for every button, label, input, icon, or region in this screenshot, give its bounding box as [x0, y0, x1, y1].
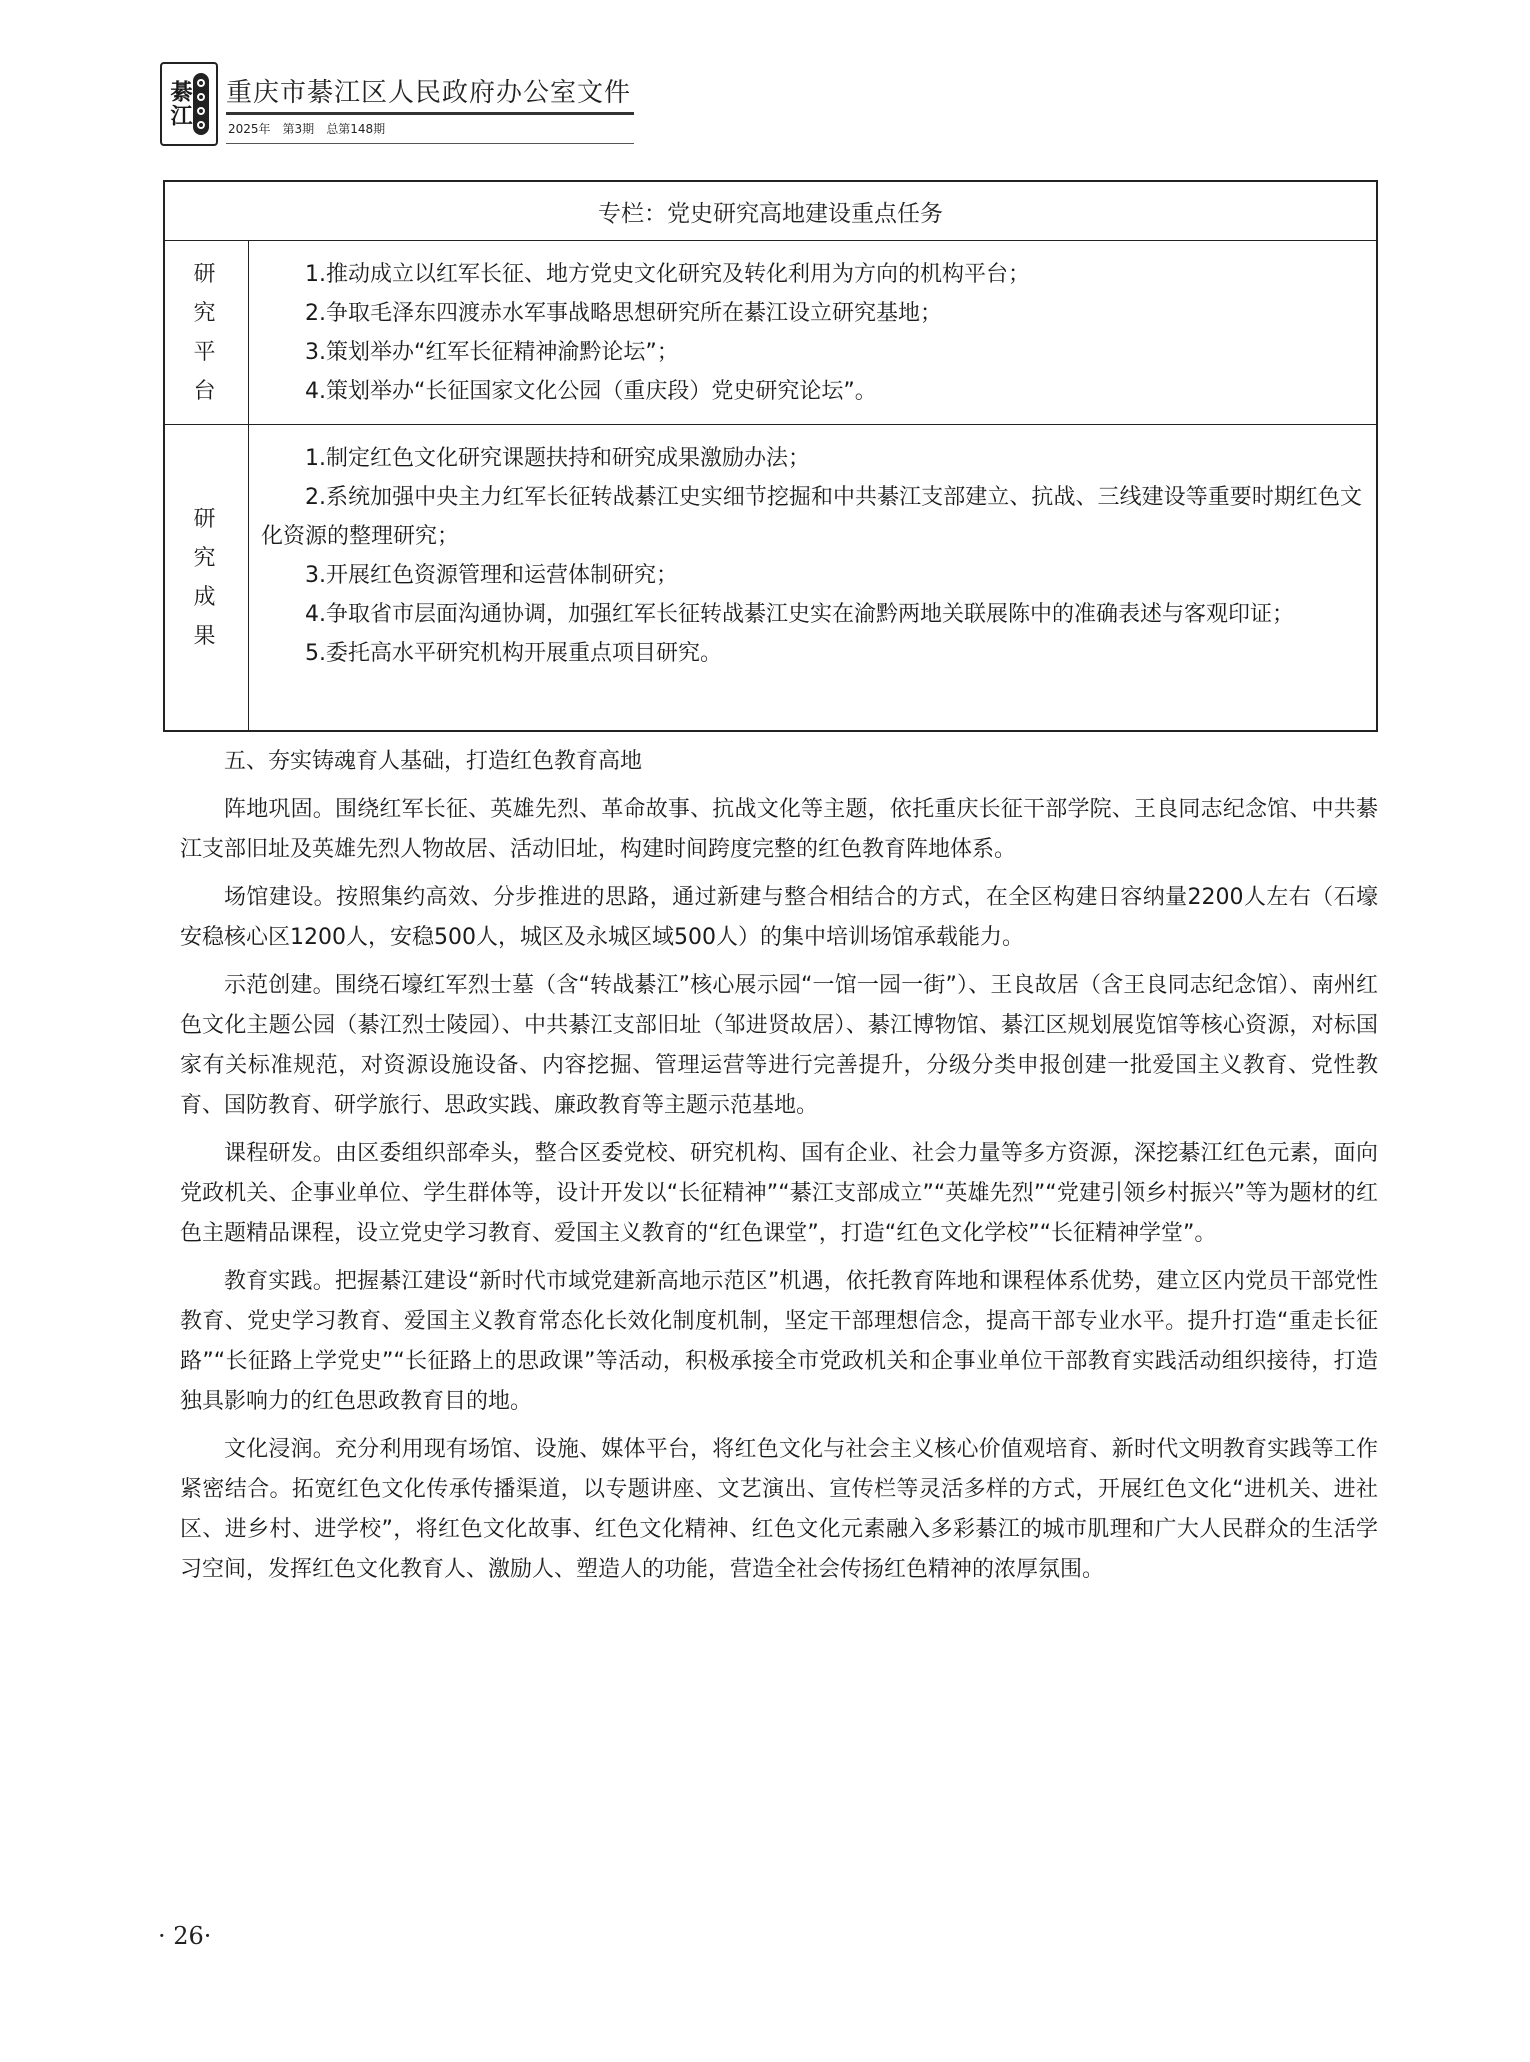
article-body [180, 742, 1378, 1598]
header-rule [226, 112, 634, 115]
paragraph: 文化浸润。充分利用现有场馆、设施、媒体平台，将红色文化与社会主义核心价值观培育、新时代文明教育实践等工作紧密结合。拓宽红色文化传承传播渠道，以专题讲座、文艺演出、宣传栏等灵活多样的方式，开展红色文化“进机关、进社区、进乡村、进学校”，将红色文化故事、红色文化精神、红色文化元素融入多彩綦江的城市肌理和广大人民群众的生活学习空间，发挥红色文化教育人、激励人、塑造人的功能，营造全社会传扬红色精神的浓厚氛围。 [180, 1437, 1378, 1582]
issue-number: 第3期 [282, 122, 315, 136]
list-item: 2.系统加强中央主力红军长征转战綦江史实细节挖掘和中共綦江支部建立、抗战、三线建设等重要时期红色文化资源的整理研究； [261, 485, 1362, 549]
box-row-research-platform [165, 241, 1376, 425]
issue-total: 总第148期 [326, 122, 386, 136]
section-heading: 五、夯实铸魂育人基础，打造红色教育高地 [224, 749, 643, 774]
box-row-research-results [165, 425, 1376, 730]
paragraph: 示范创建。围绕石壕红军烈士墓（含“转战綦江”核心展示园“一馆一园一街”）、王良故居（含王良同志纪念馆）、南州红色文化主题公园（綦江烈士陵园）、中共綦江支部旧址（邹进贤故居）、綦江博物馆、綦江区规划展览馆等核心资源，对标国家有关标准规范，对资源设施设备、内容挖掘、管理运营等进行完善提升，分级分类申报创建一批爱国主义教育、党性教育、国防教育、研学旅行、思政实践、廉政教育等主题示范基地。 [180, 973, 1378, 1118]
box-title: 专栏：党史研究高地建设重点任务 [165, 182, 1376, 241]
list-item: 4.策划举办“长征国家文化公园（重庆段）党史研究论坛”。 [305, 379, 877, 404]
row-body [261, 439, 1362, 673]
publication-title: 重庆市綦江区人民政府办公室文件 [226, 78, 632, 108]
header-rule-thin [226, 143, 634, 144]
logo-text: 綦江 [167, 80, 193, 128]
list-item: 3.开展红色资源管理和运营体制研究； [305, 563, 678, 588]
paragraph: 场馆建设。按照集约高效、分步推进的思路，通过新建与整合相结合的方式，在全区构建日容纳量2200人左右（石壕安稳核心区1200人，安稳500人，城区及永城区域500人）的集中培训场馆承载能力。 [180, 885, 1378, 950]
paragraph: 阵地巩固。围绕红军长征、英雄先烈、革命故事、抗战文化等主题，依托重庆长征干部学院、王良同志纪念馆、中共綦江支部旧址及英雄先烈人物故居、活动旧址，构建时间跨度完整的红色教育阵地体系。 [180, 797, 1378, 862]
logo-seal-icon [193, 73, 209, 135]
list-item: 1.制定红色文化研究课题扶持和研究成果激励办法； [305, 446, 810, 471]
key-tasks-box [163, 180, 1378, 732]
paragraph: 教育实践。把握綦江建设“新时代市域党建新高地示范区”机遇，依托教育阵地和课程体系优势，建立区内党员干部党性教育、党史学习教育、爱国主义教育常态化长效化制度机制，坚定干部理想信念，提高干部专业水平。提升打造“重走长征路”“长征路上学党史”“长征路上的思政课”等活动，积极承接全市党政机关和企事业单位干部教育实践活动组织接待，打造独具影响力的红色思政教育目的地。 [180, 1269, 1378, 1414]
publication-logo [160, 62, 218, 146]
row-label-text: 研究成果 [193, 506, 220, 649]
issue-year: 2025年 [228, 122, 271, 136]
list-item: 1.推动成立以红军长征、地方党史文化研究及转化利用为方向的机构平台； [305, 262, 1030, 287]
list-item: 3.策划举办“红军长征精神渝黔论坛”； [305, 340, 679, 365]
list-item: 4.争取省市层面沟通协调，加强红军长征转战綦江史实在渝黔两地关联展陈中的准确表述与客观印证； [305, 602, 1294, 627]
row-body [261, 255, 1362, 411]
issue-info [228, 120, 385, 137]
list-item: 5.委托高水平研究机构开展重点项目研究。 [305, 641, 722, 666]
row-label [165, 425, 249, 730]
page-number: · 26· [158, 1922, 212, 1950]
row-label-text: 研究平台 [193, 261, 220, 404]
paragraph: 课程研发。由区委组织部牵头，整合区委党校、研究机构、国有企业、社会力量等多方资源，深挖綦江红色元素，面向党政机关、企事业单位、学生群体等，设计开发以“长征精神”“綦江支部成立”“英雄先烈”“党建引领乡村振兴”等为题材的红色主题精品课程，设立党史学习教育、爱国主义教育的“红色课堂”，打造“红色文化学校”“长征精神学堂”。 [180, 1141, 1378, 1246]
list-item: 2.争取毛泽东四渡赤水军事战略思想研究所在綦江设立研究基地； [305, 301, 942, 326]
row-label [165, 241, 249, 424]
